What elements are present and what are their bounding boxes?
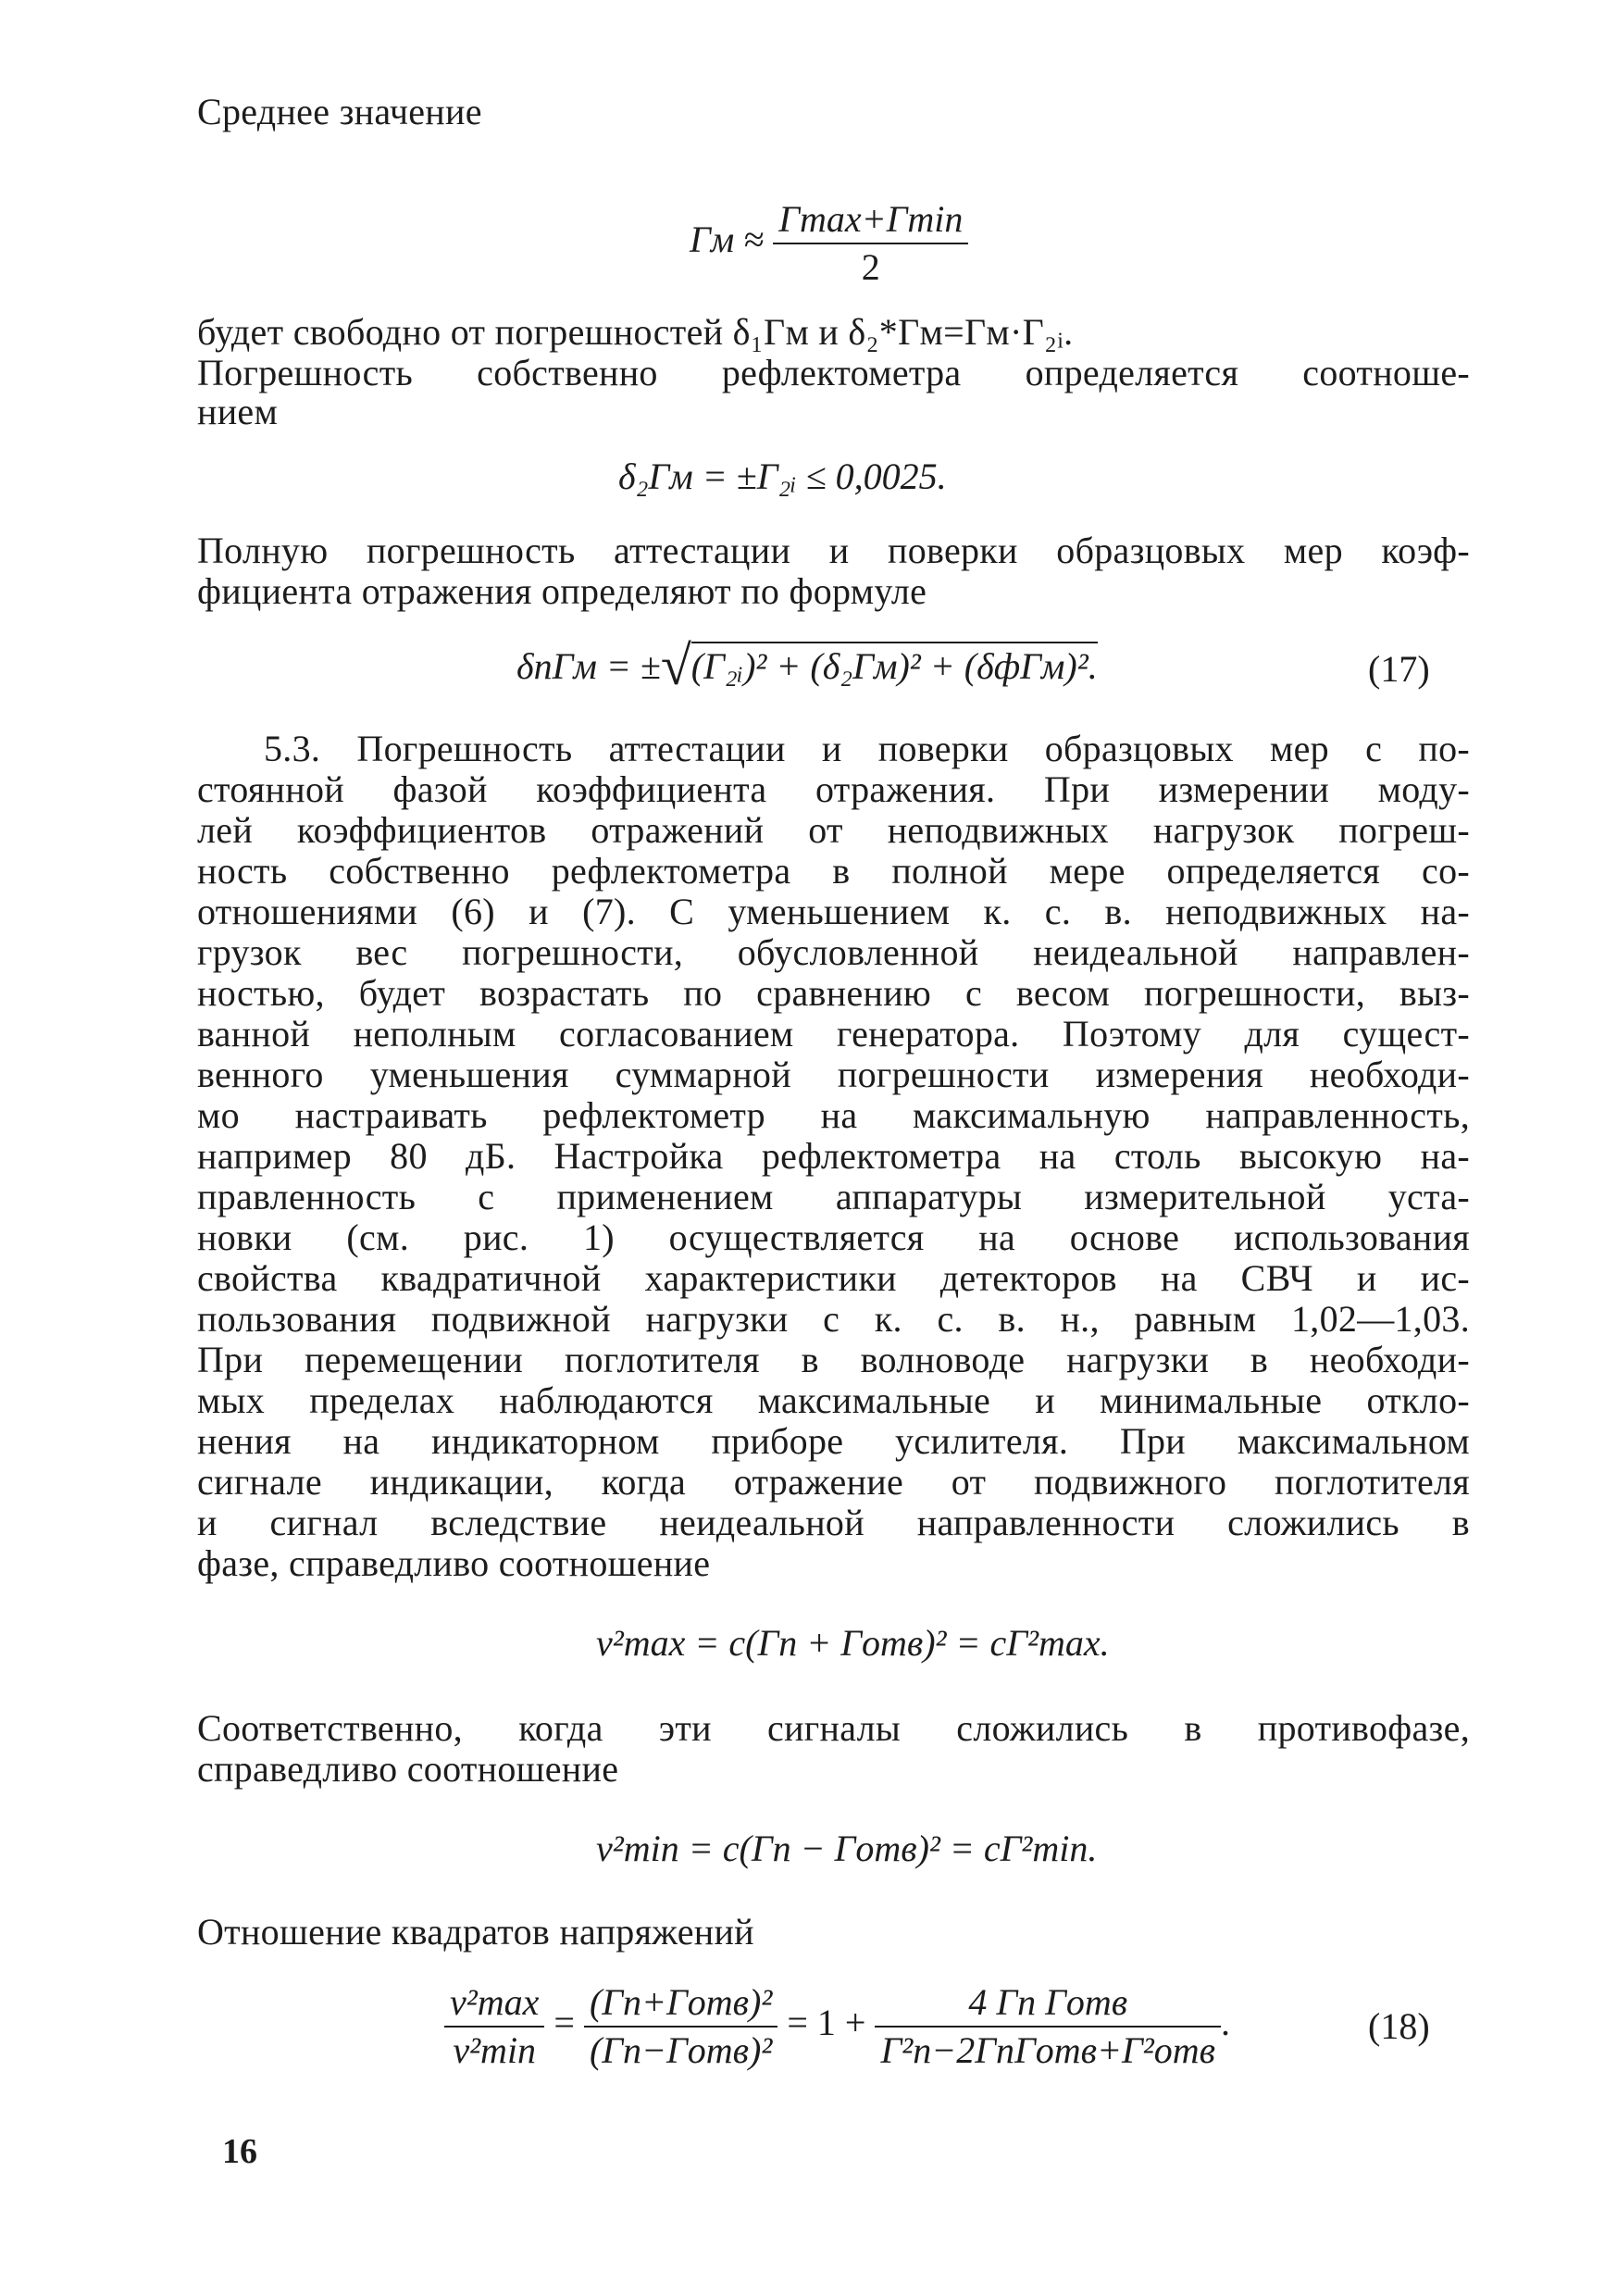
text-line: Полную погрешность аттестации и поверки образцовых мер коэф- — [197, 530, 1470, 571]
paragraph-line: например 80 дБ. Настройка рефлектометра на столь высокую на- — [197, 1135, 1470, 1177]
formula-total-error — [516, 635, 1098, 696]
formula-connector: = 1 + — [787, 2002, 866, 2044]
paragraph-line: грузок вес погрешности, обусловленной неидеальной направлен- — [197, 931, 1470, 973]
paragraph-line: лей коэффициентов отражений от неподвижных нагрузок погреш- — [197, 809, 1470, 851]
fraction-numerator: 4 Γп Γотв — [875, 1981, 1220, 2028]
text-line: будет свободно от погрешностей δ₁Γм и δ₂*Γм=Γм·Γ₂ᵢ. — [197, 311, 1074, 353]
formula-voltage-ratio: $\frac{\text{v²max}}{\text{v²min}}$ = $\frac{\text{(Γп+Γотв)²}}{\text{(Γп−Γотв)²}}$ = 1 + $\frac{\text{4 Γп Γотв}}{\text{Γ²п−2ΓпΓотв+Γ²отв}}$ . — [444, 1981, 1230, 2072]
text-line: фициента отражения определяют по формуле — [197, 570, 927, 612]
paragraph-line: венного уменьшения суммарной погрешности измерения необходи- — [197, 1054, 1470, 1095]
paragraph-line: новки (см. рис. 1) осуществляется на основе использования — [197, 1217, 1470, 1258]
paragraph-line: и сигнал вследствие неидеальной направленности сложились в — [197, 1502, 1470, 1543]
paragraph-line: ность собственно рефлектометра в полной мере определяется со- — [197, 850, 1470, 892]
paragraph-line: фазе, справедливо соотношение — [197, 1542, 711, 1584]
fraction — [875, 1981, 1220, 2072]
equals-sign: = — [554, 2002, 584, 2044]
paragraph-line: ванной неполным согласованием генератора. Поэтому для сущест- — [197, 1013, 1470, 1054]
equation-number: (17) — [1368, 648, 1430, 690]
fraction-numerator: (Γп+Γотв)² — [584, 1981, 777, 2028]
paragraph-line: стоянной фазой коэффициента отражения. При измерении моду- — [197, 768, 1470, 810]
formula-lhs: Γм ≈ — [690, 218, 765, 261]
paragraph-line: мых пределах наблюдаются максимальные и минимальные откло- — [197, 1379, 1470, 1421]
fraction — [773, 198, 968, 289]
fraction-numerator: Γmax+Γmin — [773, 198, 968, 244]
radicand: (Γ₂ᵢ)² + (δ₂Γм)² + (δфΓм)². — [691, 642, 1098, 687]
formula-lhs: δпΓм = ± — [516, 645, 661, 687]
formula-vmax: v²max = c(Γп + Γотв)² = cΓ²max. — [596, 1622, 1110, 1664]
paragraph-line: 5.3. Погрешность аттестации и поверки образцовых мер с по- — [264, 728, 1470, 769]
fraction-denominator: v²min — [453, 2029, 537, 2071]
formula-mean-reflection — [690, 198, 968, 289]
paragraph-line: ностью, будет возрастать по сравнению с весом погрешности, выз- — [197, 972, 1470, 1014]
paragraph-line: отношениями (6) и (7). С уменьшением к. с. в. неподвижных на- — [197, 891, 1470, 932]
paragraph-line: При перемещении поглотителя в волноводе нагрузки в необходи- — [197, 1339, 1470, 1380]
paragraph-line: пользования подвижной нагрузки с к. с. в. н., равным 1,02—1,03. — [197, 1298, 1470, 1340]
paragraph-line: мо настраивать рефлектометр на максимальную направленность, — [197, 1094, 1470, 1136]
fraction — [444, 1981, 544, 2072]
radical-icon: √ — [660, 635, 691, 696]
fraction — [584, 1981, 777, 2072]
fraction-denominator: 2 — [861, 246, 880, 288]
text-line: нием — [197, 391, 279, 432]
equation-number: (18) — [1368, 2005, 1430, 2047]
text-line: справедливо соотношение — [197, 1748, 619, 1790]
page-number: 16 — [222, 2132, 257, 2171]
paragraph-line: правленность с применением аппаратуры измерительной уста- — [197, 1176, 1470, 1217]
formula-reflectometer-error: δ₂Γм = ±Γ₂ᵢ ≤ 0,0025. — [618, 455, 947, 497]
fraction-denominator: (Γп−Γотв)² — [589, 2029, 773, 2071]
fraction-numerator: v²max — [444, 1981, 544, 2028]
text-line: Погрешность собственно рефлектометра определяется соотноше- — [197, 352, 1470, 393]
paragraph-line: сигнале индикации, когда отражение от подвижного поглотителя — [197, 1461, 1470, 1503]
paragraph-line: свойства квадратичной характеристики детекторов на СВЧ и ис- — [197, 1257, 1470, 1299]
text-line: Отношение квадратов напряжений — [197, 1911, 754, 1953]
formula-vmin: v²min = c(Γп − Γотв)² = cΓ²min. — [596, 1828, 1098, 1869]
text-line: Среднее значение — [197, 91, 482, 132]
text-line: Соответственно, когда эти сигналы сложились в противофазе, — [197, 1707, 1470, 1749]
paragraph-line: нения на индикаторном приборе усилителя. При максимальном — [197, 1420, 1470, 1462]
fraction-denominator: Γ²п−2ΓпΓотв+Γ²отв — [880, 2029, 1215, 2071]
